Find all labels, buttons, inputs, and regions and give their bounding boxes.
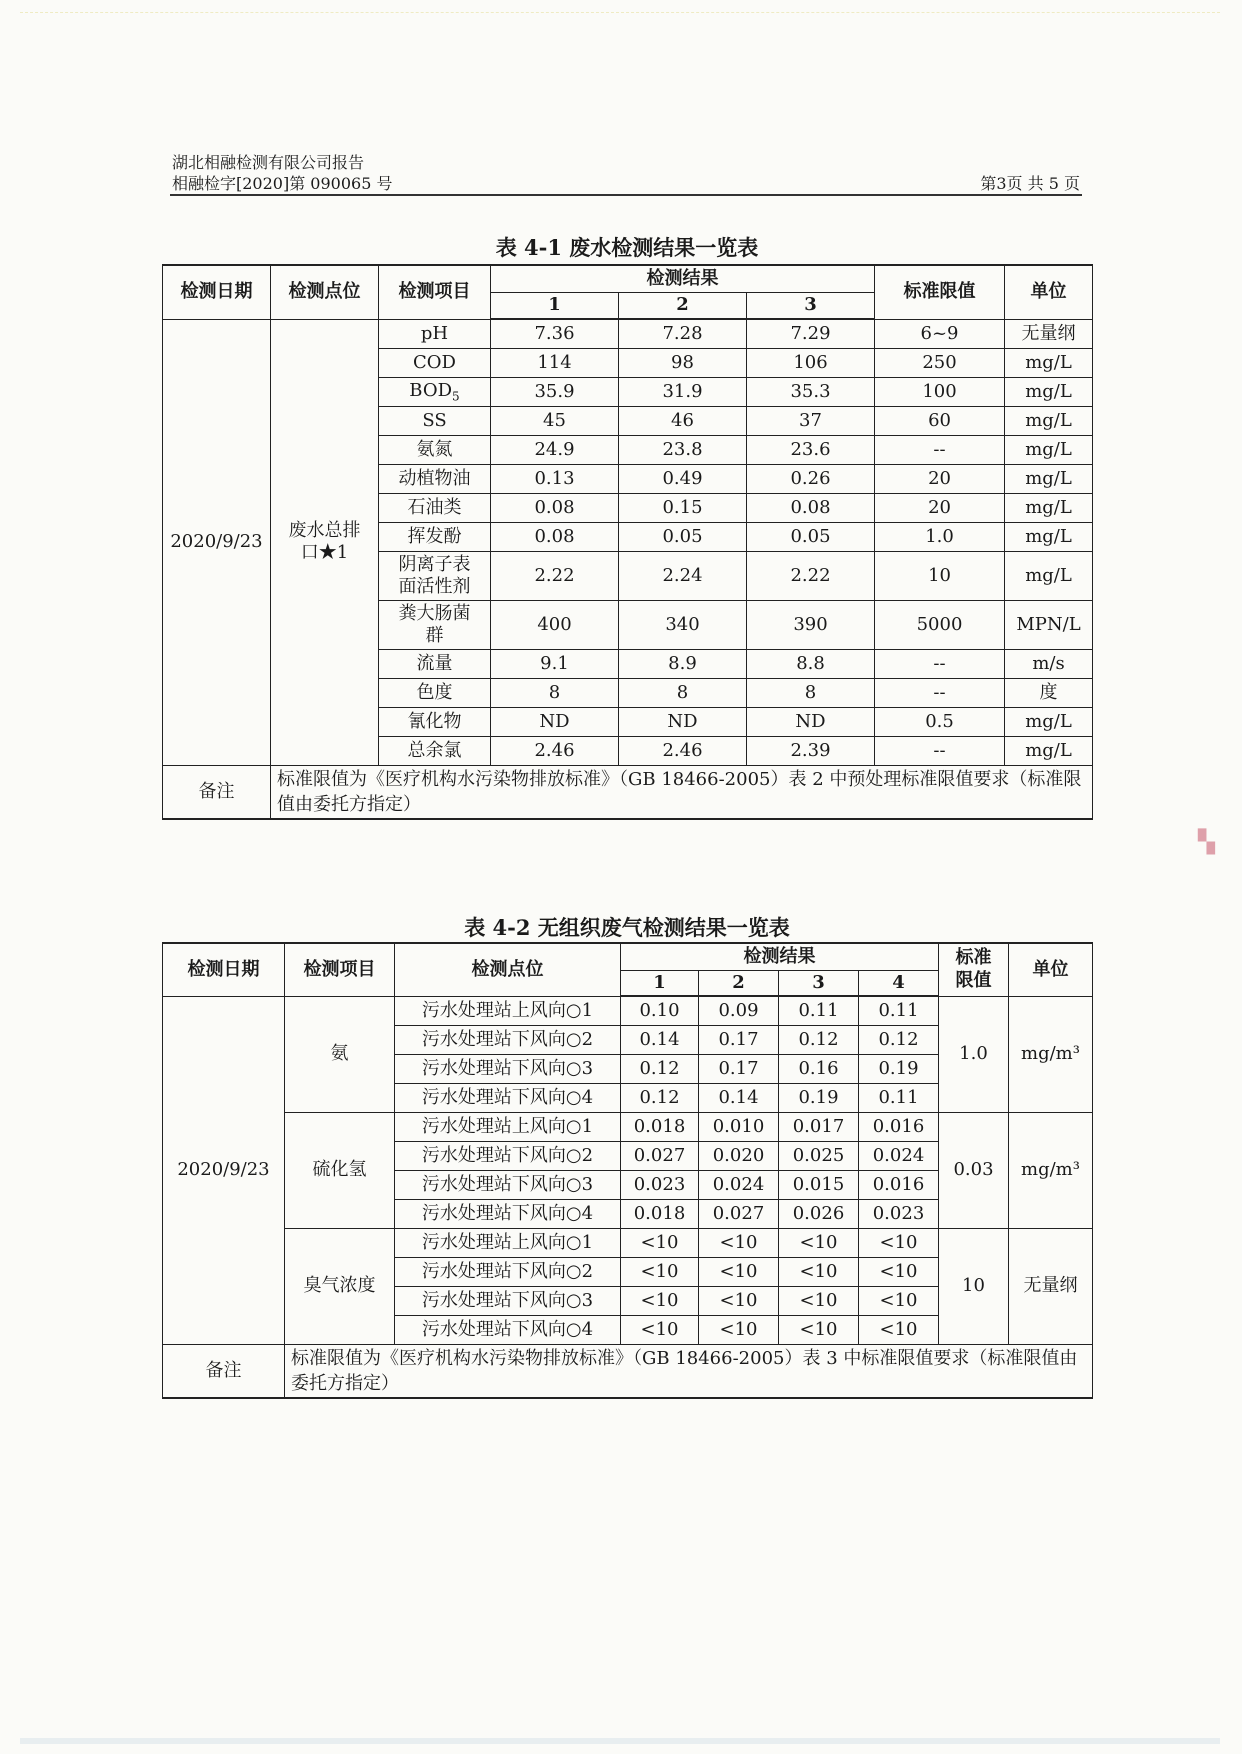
t1-item: COD — [379, 348, 491, 377]
t1-cell-v3: 0.26 — [747, 464, 875, 493]
t1-header-point: 检测点位 — [271, 265, 379, 319]
t1-cell-limit: 6~9 — [875, 319, 1005, 348]
t1-cell-v3: 106 — [747, 348, 875, 377]
t2-cell-r4: <10 — [859, 1286, 939, 1315]
exhaust-gas-results-table — [162, 942, 1093, 1399]
t1-cell-limit: -- — [875, 736, 1005, 765]
t2-cell-r2: 0.17 — [699, 1054, 779, 1083]
t2-body — [163, 996, 1093, 1398]
t2-note-text: 标准限值为《医疗机构水污染物排放标准》（GB 18466-2005）表 3 中标准限值要求（标准限值由委托方指定） — [285, 1344, 1093, 1398]
t2-header-r3: 3 — [779, 970, 859, 996]
t2-header-date: 检测日期 — [163, 943, 285, 996]
t1-cell-v1: 400 — [491, 600, 619, 649]
t2-date: 2020/9/23 — [163, 996, 285, 1344]
t1-notes-row — [163, 765, 1093, 819]
t1-item: 动植物油 — [379, 464, 491, 493]
t2-cell-r3: 0.026 — [779, 1199, 859, 1228]
t1-cell-unit: mg/L — [1005, 377, 1093, 406]
t1-cell-v1: 8 — [491, 678, 619, 707]
t2-cell-r1: 0.018 — [621, 1199, 699, 1228]
t1-cell-v3: 7.29 — [747, 319, 875, 348]
t2-item: 硫化氢 — [285, 1112, 395, 1228]
t2-cell-r1: 0.027 — [621, 1141, 699, 1170]
t2-cell-r4: 0.11 — [859, 996, 939, 1025]
t1-cell-v2: 340 — [619, 600, 747, 649]
t1-cell-limit: 20 — [875, 464, 1005, 493]
t1-date: 2020/9/23 — [163, 319, 271, 765]
t1-cell-limit: 20 — [875, 493, 1005, 522]
t2-header-item: 检测项目 — [285, 943, 395, 996]
t1-cell-limit: 250 — [875, 348, 1005, 377]
t1-cell-v1: 0.08 — [491, 493, 619, 522]
t2-header-limit: 标准限值 — [939, 943, 1009, 996]
t2-cell-r3: <10 — [779, 1228, 859, 1257]
t2-cell-r2: <10 — [699, 1315, 779, 1344]
t2-cell-r2: <10 — [699, 1257, 779, 1286]
t1-cell-limit: -- — [875, 649, 1005, 678]
t1-cell-v2: 8.9 — [619, 649, 747, 678]
t2-note-label: 备注 — [163, 1344, 285, 1398]
t2-row — [163, 996, 1093, 1025]
t1-cell-v3: 37 — [747, 406, 875, 435]
t2-cell-r1: 0.023 — [621, 1170, 699, 1199]
t1-cell-v3: 390 — [747, 600, 875, 649]
t1-item: 阴离子表面活性剂 — [379, 551, 491, 600]
t2-header-unit: 单位 — [1009, 943, 1093, 996]
t2-point: 污水处理站下风向○3 — [395, 1054, 621, 1083]
t1-cell-v3: 2.39 — [747, 736, 875, 765]
t2-point: 污水处理站上风向○1 — [395, 996, 621, 1025]
t1-cell-v2: 0.05 — [619, 522, 747, 551]
t2-cell-r3: 0.19 — [779, 1083, 859, 1112]
t1-cell-unit: mg/L — [1005, 348, 1093, 377]
t1-cell-v3: 35.3 — [747, 377, 875, 406]
t1-header-results: 检测结果 — [491, 265, 875, 292]
report-number-line — [172, 171, 1080, 194]
t1-row — [163, 319, 1093, 348]
t2-item: 氨 — [285, 996, 395, 1112]
seal-fragment: ▚ — [1198, 830, 1215, 855]
t2-cell-r4: <10 — [859, 1315, 939, 1344]
t1-cell-v1: 0.08 — [491, 522, 619, 551]
t1-item: $BOD_5$ — [379, 377, 491, 406]
t1-cell-v1: 24.9 — [491, 435, 619, 464]
t2-cell-r1: 0.12 — [621, 1083, 699, 1112]
t1-cell-limit: 0.5 — [875, 707, 1005, 736]
t1-cell-v2: 8 — [619, 678, 747, 707]
t1-cell-unit: mg/L — [1005, 493, 1093, 522]
t2-cell-r2: 0.17 — [699, 1025, 779, 1054]
t2-cell-r4: 0.11 — [859, 1083, 939, 1112]
t2-cell-r1: 0.12 — [621, 1054, 699, 1083]
t1-point: 废水总排口★1 — [271, 319, 379, 765]
t2-cell-r2: 0.020 — [699, 1141, 779, 1170]
t1-cell-v1: 0.13 — [491, 464, 619, 493]
t1-cell-v2: 7.28 — [619, 319, 747, 348]
t1-cell-unit: mg/L — [1005, 522, 1093, 551]
t1-cell-unit: 无量纲 — [1005, 319, 1093, 348]
t2-cell-r3: 0.12 — [779, 1025, 859, 1054]
t2-row — [163, 1112, 1093, 1141]
header-rule — [170, 194, 1082, 196]
t2-cell-r1: <10 — [621, 1228, 699, 1257]
t2-cell-r4: 0.016 — [859, 1112, 939, 1141]
t2-cell-r2: 0.010 — [699, 1112, 779, 1141]
t1-item: 总余氯 — [379, 736, 491, 765]
scan-artifact-bottom — [20, 1738, 1220, 1744]
t2-limit: 1.0 — [939, 996, 1009, 1112]
t2-item: 臭气浓度 — [285, 1228, 395, 1344]
t1-header-date: 检测日期 — [163, 265, 271, 319]
t2-cell-r4: 0.016 — [859, 1170, 939, 1199]
t2-notes-row — [163, 1344, 1093, 1398]
t1-cell-unit: 度 — [1005, 678, 1093, 707]
t2-unit: mg/m³ — [1009, 996, 1093, 1112]
t2-header-results: 检测结果 — [621, 943, 939, 970]
t1-body — [163, 319, 1093, 819]
t2-cell-r3: 0.16 — [779, 1054, 859, 1083]
t2-cell-r3: <10 — [779, 1315, 859, 1344]
t1-cell-v3: 0.05 — [747, 522, 875, 551]
t2-cell-r2: 0.14 — [699, 1083, 779, 1112]
t1-item: 氨氮 — [379, 435, 491, 464]
t1-cell-unit: m/s — [1005, 649, 1093, 678]
t2-cell-r3: 0.025 — [779, 1141, 859, 1170]
t2-cell-r4: 0.12 — [859, 1025, 939, 1054]
t1-item: 粪大肠菌群 — [379, 600, 491, 649]
t2-cell-r3: 0.015 — [779, 1170, 859, 1199]
t2-limit: 0.03 — [939, 1112, 1009, 1228]
t2-cell-r4: <10 — [859, 1257, 939, 1286]
t2-point: 污水处理站下风向○4 — [395, 1315, 621, 1344]
t2-point: 污水处理站上风向○1 — [395, 1112, 621, 1141]
t2-cell-r4: 0.024 — [859, 1141, 939, 1170]
company-name: 湖北相融检测有限公司报告 — [172, 153, 365, 172]
t2-header-point: 检测点位 — [395, 943, 621, 996]
t2-cell-r1: <10 — [621, 1257, 699, 1286]
t1-cell-v3: 0.08 — [747, 493, 875, 522]
t2-point: 污水处理站下风向○3 — [395, 1170, 621, 1199]
t1-cell-unit: MPN/L — [1005, 600, 1093, 649]
t2-cell-r4: 0.023 — [859, 1199, 939, 1228]
t2-header-r1: 1 — [621, 970, 699, 996]
t1-header-item: 检测项目 — [379, 265, 491, 319]
t1-cell-limit: 5000 — [875, 600, 1005, 649]
t1-item: 挥发酚 — [379, 522, 491, 551]
t1-cell-limit: 10 — [875, 551, 1005, 600]
t1-cell-v2: 23.8 — [619, 435, 747, 464]
t2-cell-r3: 0.017 — [779, 1112, 859, 1141]
t1-cell-v1: 2.22 — [491, 551, 619, 600]
t1-cell-limit: -- — [875, 435, 1005, 464]
t1-cell-limit: 60 — [875, 406, 1005, 435]
t1-item: 流量 — [379, 649, 491, 678]
t1-cell-v2: 2.24 — [619, 551, 747, 600]
t2-row — [163, 1228, 1093, 1257]
t1-item: SS — [379, 406, 491, 435]
t1-header-r3: 3 — [747, 292, 875, 319]
t1-cell-unit: mg/L — [1005, 736, 1093, 765]
t1-cell-unit: mg/L — [1005, 464, 1093, 493]
t2-cell-r2: 0.024 — [699, 1170, 779, 1199]
t2-cell-r1: 0.10 — [621, 996, 699, 1025]
t1-cell-limit: 100 — [875, 377, 1005, 406]
t1-cell-v1: ND — [491, 707, 619, 736]
t2-cell-r1: 0.14 — [621, 1025, 699, 1054]
t2-cell-r2: 0.027 — [699, 1199, 779, 1228]
t2-point: 污水处理站下风向○3 — [395, 1286, 621, 1315]
t1-cell-limit: 1.0 — [875, 522, 1005, 551]
t1-cell-unit: mg/L — [1005, 406, 1093, 435]
t1-cell-v3: 8 — [747, 678, 875, 707]
t2-cell-r2: <10 — [699, 1228, 779, 1257]
t2-point: 污水处理站下风向○4 — [395, 1083, 621, 1112]
t2-point: 污水处理站下风向○4 — [395, 1199, 621, 1228]
t1-header-r1: 1 — [491, 292, 619, 319]
table1-caption: 表 4-1 废水检测结果一览表 — [495, 235, 759, 260]
t1-cell-unit: mg/L — [1005, 435, 1093, 464]
t2-unit: 无量纲 — [1009, 1228, 1093, 1344]
t2-cell-r3: 0.11 — [779, 996, 859, 1025]
t1-cell-v1: 35.9 — [491, 377, 619, 406]
t2-point: 污水处理站下风向○2 — [395, 1025, 621, 1054]
t1-cell-limit: -- — [875, 678, 1005, 707]
t1-cell-v2: ND — [619, 707, 747, 736]
table2-caption: 表 4-2 无组织废气检测结果一览表 — [464, 915, 790, 940]
t1-cell-v2: 0.49 — [619, 464, 747, 493]
t2-header-r2: 2 — [699, 970, 779, 996]
t1-cell-v1: 9.1 — [491, 649, 619, 678]
t2-cell-r3: <10 — [779, 1286, 859, 1315]
t1-note-text: 标准限值为《医疗机构水污染物排放标准》（GB 18466-2005）表 2 中预处理标准限值要求（标准限值由委托方指定） — [271, 765, 1093, 819]
t1-item: 石油类 — [379, 493, 491, 522]
t2-cell-r3: <10 — [779, 1257, 859, 1286]
t1-cell-v2: 2.46 — [619, 736, 747, 765]
t1-header-unit: 单位 — [1005, 265, 1093, 319]
t2-limit: 10 — [939, 1228, 1009, 1344]
t2-cell-r4: 0.19 — [859, 1054, 939, 1083]
t1-item: pH — [379, 319, 491, 348]
t1-cell-v3: 8.8 — [747, 649, 875, 678]
t2-cell-r1: <10 — [621, 1286, 699, 1315]
t1-cell-v1: 45 — [491, 406, 619, 435]
t1-header-limit: 标准限值 — [875, 265, 1005, 319]
t2-cell-r4: <10 — [859, 1228, 939, 1257]
t2-unit: mg/m³ — [1009, 1112, 1093, 1228]
page-indicator: 第3页 共 5 页 — [980, 174, 1080, 193]
t1-cell-v2: 46 — [619, 406, 747, 435]
t1-cell-v2: 0.15 — [619, 493, 747, 522]
scan-artifact-top — [20, 12, 1220, 19]
wastewater-results-table — [162, 264, 1093, 820]
t1-cell-v3: 23.6 — [747, 435, 875, 464]
t2-point: 污水处理站下风向○2 — [395, 1141, 621, 1170]
t2-header-r4: 4 — [859, 970, 939, 996]
t2-cell-r1: <10 — [621, 1315, 699, 1344]
t1-cell-unit: mg/L — [1005, 551, 1093, 600]
t2-point: 污水处理站下风向○2 — [395, 1257, 621, 1286]
report-number: 相融检字[2020]第 090065 号 — [172, 174, 393, 193]
t1-item: 色度 — [379, 678, 491, 707]
t1-note-label: 备注 — [163, 765, 271, 819]
t1-item: 氰化物 — [379, 707, 491, 736]
t2-cell-r1: 0.018 — [621, 1112, 699, 1141]
t1-cell-v1: 2.46 — [491, 736, 619, 765]
t2-cell-r2: <10 — [699, 1286, 779, 1315]
t2-cell-r2: 0.09 — [699, 996, 779, 1025]
t1-cell-v2: 98 — [619, 348, 747, 377]
t1-cell-v1: 114 — [491, 348, 619, 377]
t2-point: 污水处理站上风向○1 — [395, 1228, 621, 1257]
t1-header-r2: 2 — [619, 292, 747, 319]
t1-cell-v3: 2.22 — [747, 551, 875, 600]
t1-cell-v3: ND — [747, 707, 875, 736]
t1-cell-v2: 31.9 — [619, 377, 747, 406]
t1-cell-unit: mg/L — [1005, 707, 1093, 736]
t1-cell-v1: 7.36 — [491, 319, 619, 348]
